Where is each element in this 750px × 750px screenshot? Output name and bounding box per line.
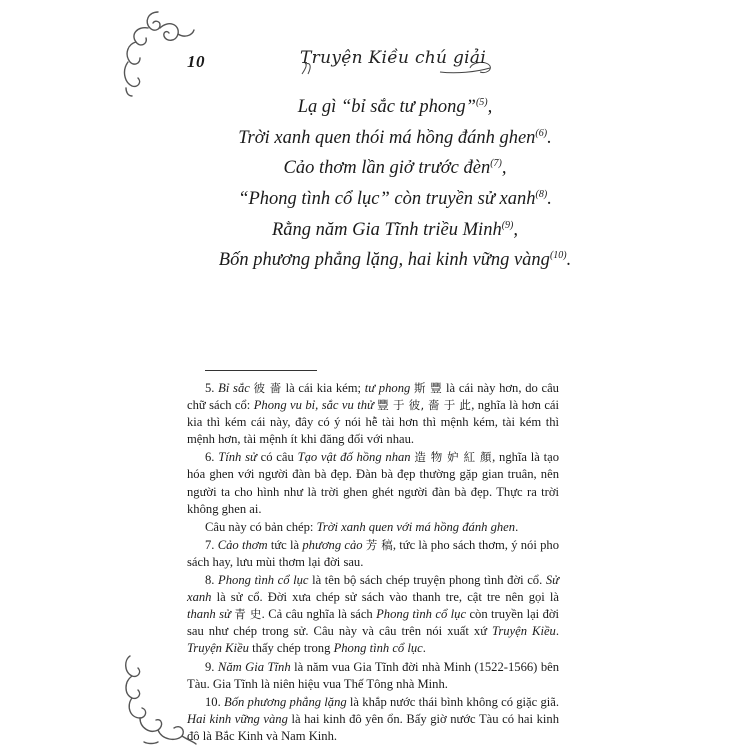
poem-line: Bốn phương phẳng lặng, hai kinh vững vàng$^{(10)}$. — [218, 250, 572, 271]
cloud-ornament-icon — [118, 8, 198, 98]
note-ref: (9) — [501, 219, 514, 231]
note-ref: (8) — [535, 188, 548, 200]
footnote-6-variant: Câu này có bản chép: Trời xanh quen với má hồng đánh ghen. — [205, 519, 519, 534]
footnote-divider — [205, 370, 317, 371]
running-title: Truyện Kiều chú giải — [300, 48, 487, 68]
footnote-6: 6. Tính sử có câu Tạo vật đố hồng nhan 造 物 妒 紅 顏, nghĩa là tạo hóa ghen với người đàn bà đẹp. Đàn bà đẹp thường gặp gian truân, nên người ta cho hình như là trời ghen ghét người đàn bà đẹp. Thực ra trời không ghen ai. — [187, 450, 560, 516]
note-ref: (5) — [475, 97, 488, 108]
cloud-ornament-icon — [118, 652, 198, 747]
poem-line: “Phong tình cổ lục” còn truyền sử xanh$^{(8)}$. — [238, 188, 552, 210]
footnote-7: 7. Cảo thơm tức là phương cảo 芳 稿, tức là pho sách thơm, ý nói pho sách hay, lưu mùi thơm lại đời sau. — [187, 537, 559, 569]
poem-line: Trời xanh quen thói má hồng đánh ghen$^{(6)}$. — [238, 127, 552, 148]
poem-line: Lạ gì “bỉ sắc tư phong”$^{(5)}$, — [297, 97, 493, 118]
note-ref: (6) — [535, 127, 548, 139]
footnote-10: 10. Bốn phương phẳng lặng là khắp nước thái bình không có giặc giã. Hai kinh vững vàng là hai kinh đô yên ổn. Bấy giờ nước Tàu có hai kinh đô là Bắc Kinh và Nam Kinh. — [187, 694, 559, 743]
note-ref: (7) — [490, 158, 502, 170]
page-number: 10 — [187, 52, 205, 71]
note-ref: (10) — [549, 250, 567, 262]
footnote-9: 9. Năm Gia Tĩnh là năm vua Gia Tĩnh đời nhà Minh (1522-1566) bên Tàu. Gia Tĩnh là niên hiệu vua Thế Tông nhà Minh. — [187, 659, 559, 691]
poem-line: Cảo thơm lần giở trước đèn$^{(7)}$, — [283, 158, 507, 179]
poem-line: Rằng năm Gia Tĩnh triều Minh$^{(9)}$, — [271, 219, 518, 240]
footnotes — [187, 380, 559, 745]
footnote-5: 5. Bỉ sắc 彼 嗇 là cái kia kém; tư phong 斯 豐 là cái này hơn, do câu chữ sách cổ: Phong vu bỉ, sắc vu thử 豐 于 彼, 嗇 于 此, nghĩa là hơn cái kia thì kém cái này, đây có ý nói hễ tài hơn thì mệnh kém, tài kém thì mệnh hơn, tài mệnh ít khi đăng đối với nhau. — [187, 381, 560, 447]
poem-block — [210, 90, 580, 274]
footnote-8: 8. Phong tình cổ lục là tên bộ sách chép truyện phong tình đời cổ. Sử xanh là sử cổ. Đời xưa chép sử sách vào thanh tre, cật tre nên gọi là thanh sử 青 史. Cả câu nghĩa là sách Phong tình cổ lục còn truyền lại đời sau như chép trong sử. Câu này và câu trên nói xuất xứ Truyện Kiều. Truyện Kiều thấy chép trong Phong tình cổ lục. — [187, 573, 560, 656]
